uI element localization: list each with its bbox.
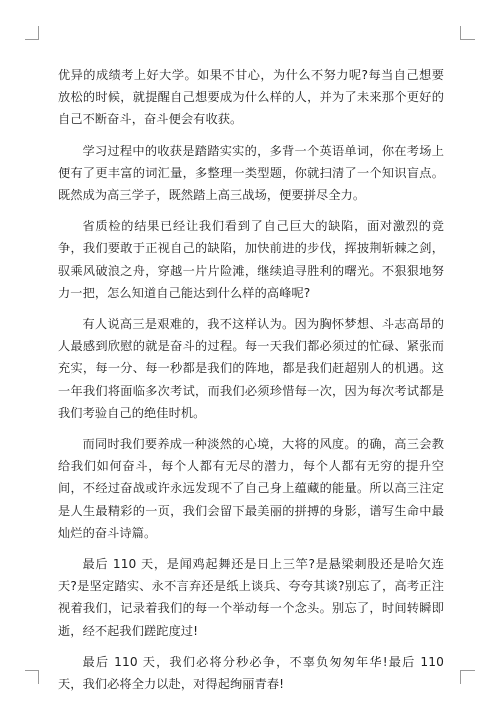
paragraph-7: 最后 110 天，我们必将分秒必争，不辜负匆匆年华!最后 110 天，我们必将全力以赴，对得起绚丽青春! bbox=[58, 654, 444, 692]
crop-mark-bottom-right-vertical bbox=[460, 670, 461, 684]
crop-mark-top-right-horizontal bbox=[461, 39, 475, 40]
paragraph-6: 最后 110 天，是闻鸡起舞还是日上三竿?是悬梁刺股还是哈欠连天?是坚定踏实、永不言弃还是纸上谈兵、夸夸其谈?别忘了，高考正注视着我们，记录着我们的每一个举动每一个念头。别忘了，时间转瞬即逝，经不起我们蹉跎度过! bbox=[58, 557, 444, 638]
crop-mark-bottom-left-vertical bbox=[38, 670, 39, 684]
crop-mark-top-right-vertical bbox=[460, 26, 461, 40]
crop-mark-top-left-vertical bbox=[38, 26, 39, 40]
paragraph-4: 有人说高三是艰难的，我不这样认为。因为胸怀梦想、斗志高昂的人最感到欣慰的就是奋斗的过程。每一天我们都必须过的忙碌、紧张而充实，每一分、每一秒都是我们的阵地，都是我们赶超别人的机遇。这一年我们将面临多次考试，而我们必须珍惜每一次，因为每次考试都是我们考验自己的绝佳时机。 bbox=[58, 317, 444, 420]
paragraph-5: 而同时我们要养成一种淡然的心境，大将的风度。的确，高三会教给我们如何奋斗，每个人都有无尽的潜力，每个人都有无穷的提升空间，不经过奋战或许永远发现不了自己身上蕴藏的能量。所以高三注定是人生最精彩的一页，我们会留下最美丽的拼搏的身影，谱写生命中最灿烂的奋斗诗篇。 bbox=[58, 437, 444, 540]
paragraph-3: 省质检的结果已经让我们看到了自己巨大的缺陷，面对激烈的竞争，我们要敢于正视自己的缺陷，加快前进的步伐，挥披荆斩棘之剑，驭乘风破浪之舟，穿越一片片险滩，继续追寻胜利的曙光。不狠狠地努力一把，怎么知道自己能达到什么样的高峰呢? bbox=[58, 219, 444, 300]
crop-mark-bottom-left-horizontal bbox=[25, 670, 39, 671]
paragraph-2: 学习过程中的收获是踏踏实实的，多背一个英语单词，你在考场上便有了更丰富的词汇量，多整理一类型题，你就扫清了一个知识盲点。既然成为高三学子，既然踏上高三战场，便要拼尽全力。 bbox=[58, 143, 444, 203]
document-body bbox=[58, 64, 444, 695]
crop-mark-top-left-horizontal bbox=[25, 39, 39, 40]
crop-mark-bottom-right-horizontal bbox=[461, 670, 475, 671]
paragraph-1: 优异的成绩考上好大学。如果不甘心，为什么不努力呢?每当自己想要放松的时候，就提醒自己想要成为什么样的人，并为了未来那个更好的自己不断奋斗，奋斗便会有收获。 bbox=[58, 68, 444, 127]
